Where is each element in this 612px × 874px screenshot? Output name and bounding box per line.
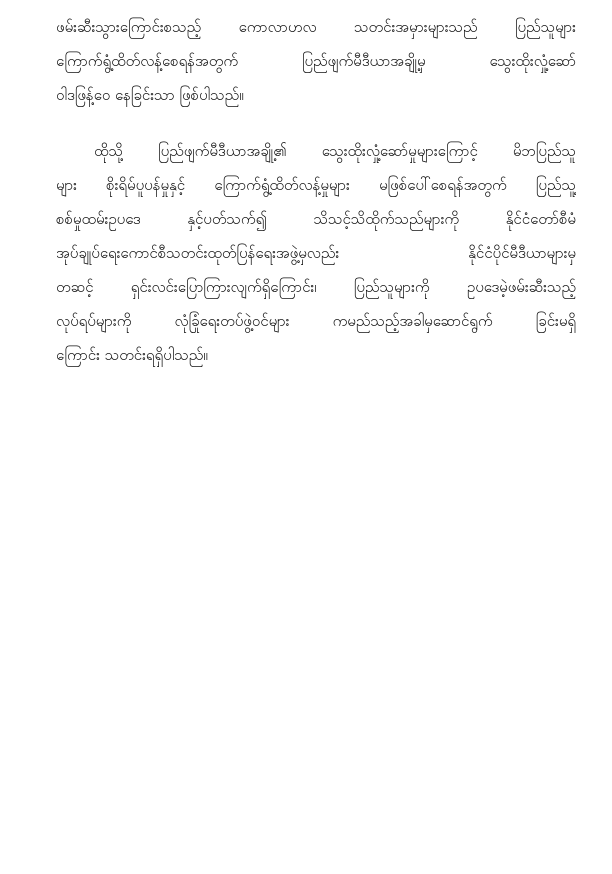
text-line: ကြောင်း သတင်းရရှိပါသည်။ <box>56 346 208 364</box>
text-line: များ စိုးရိမ်ပူပန်မှုနှင့် ကြောက်ရွံ့ထိတ်လန့်မှုများ မဖြစ်ပေါ်စေရန်အတွက် ပြည်သူ့ <box>56 176 576 194</box>
text-line: ဖမ်းဆီးသွားကြောင်းစသည့် ကောလာဟလ သတင်းအမှားများသည် ပြည်သူများ <box>56 18 576 36</box>
text-line: ထိုသို့ ပြည်ဖျက်မီဒီယာအချို့၏ သွေးထိုးလှုံ့ဆော်မှုများကြောင့် မိဘပြည်သူ <box>94 142 576 160</box>
text-line: ကြောက်ရွံ့ထိတ်လန့်စေရန်အတွက် ပြည်ဖျက်မီဒီယာအချို့မှ သွေးထိုးလှုံ့ဆော် <box>56 52 576 70</box>
document-page <box>56 10 576 372</box>
text-line: လုပ်ရပ်များကို လုံခြုံရေးတပ်ဖွဲ့ဝင်များ ကမည်သည့်အခါမှဆောင်ရွက် ခြင်းမရှိ <box>56 312 576 330</box>
paragraph-1 <box>56 10 576 112</box>
text-line: အုပ်ချုပ်ရေးကောင်စီသတင်းထုတ်ပြန်ရေးအဖွဲ့မှလည်း နိုင်ငံပိုင်မီဒီယာများမှ <box>56 244 576 262</box>
paragraph-2 <box>56 134 576 372</box>
text-line: ဝါဒဖြန့်ဝေ နေခြင်းသာ ဖြစ်ပါသည်။ <box>56 86 244 104</box>
text-line: စစ်မှုထမ်းဥပဒေ နှင့်ပတ်သက်၍ သိသင့်သိထိုက်သည်များကို နိုင်ငံတော်စီမံ <box>56 210 576 228</box>
text-line: တဆင့် ရှင်းလင်းပြောကြားလျက်ရှိကြောင်း၊ ပြည်သူများကို ဥပဒေမဲ့ဖမ်းဆီးသည့် <box>56 278 576 296</box>
